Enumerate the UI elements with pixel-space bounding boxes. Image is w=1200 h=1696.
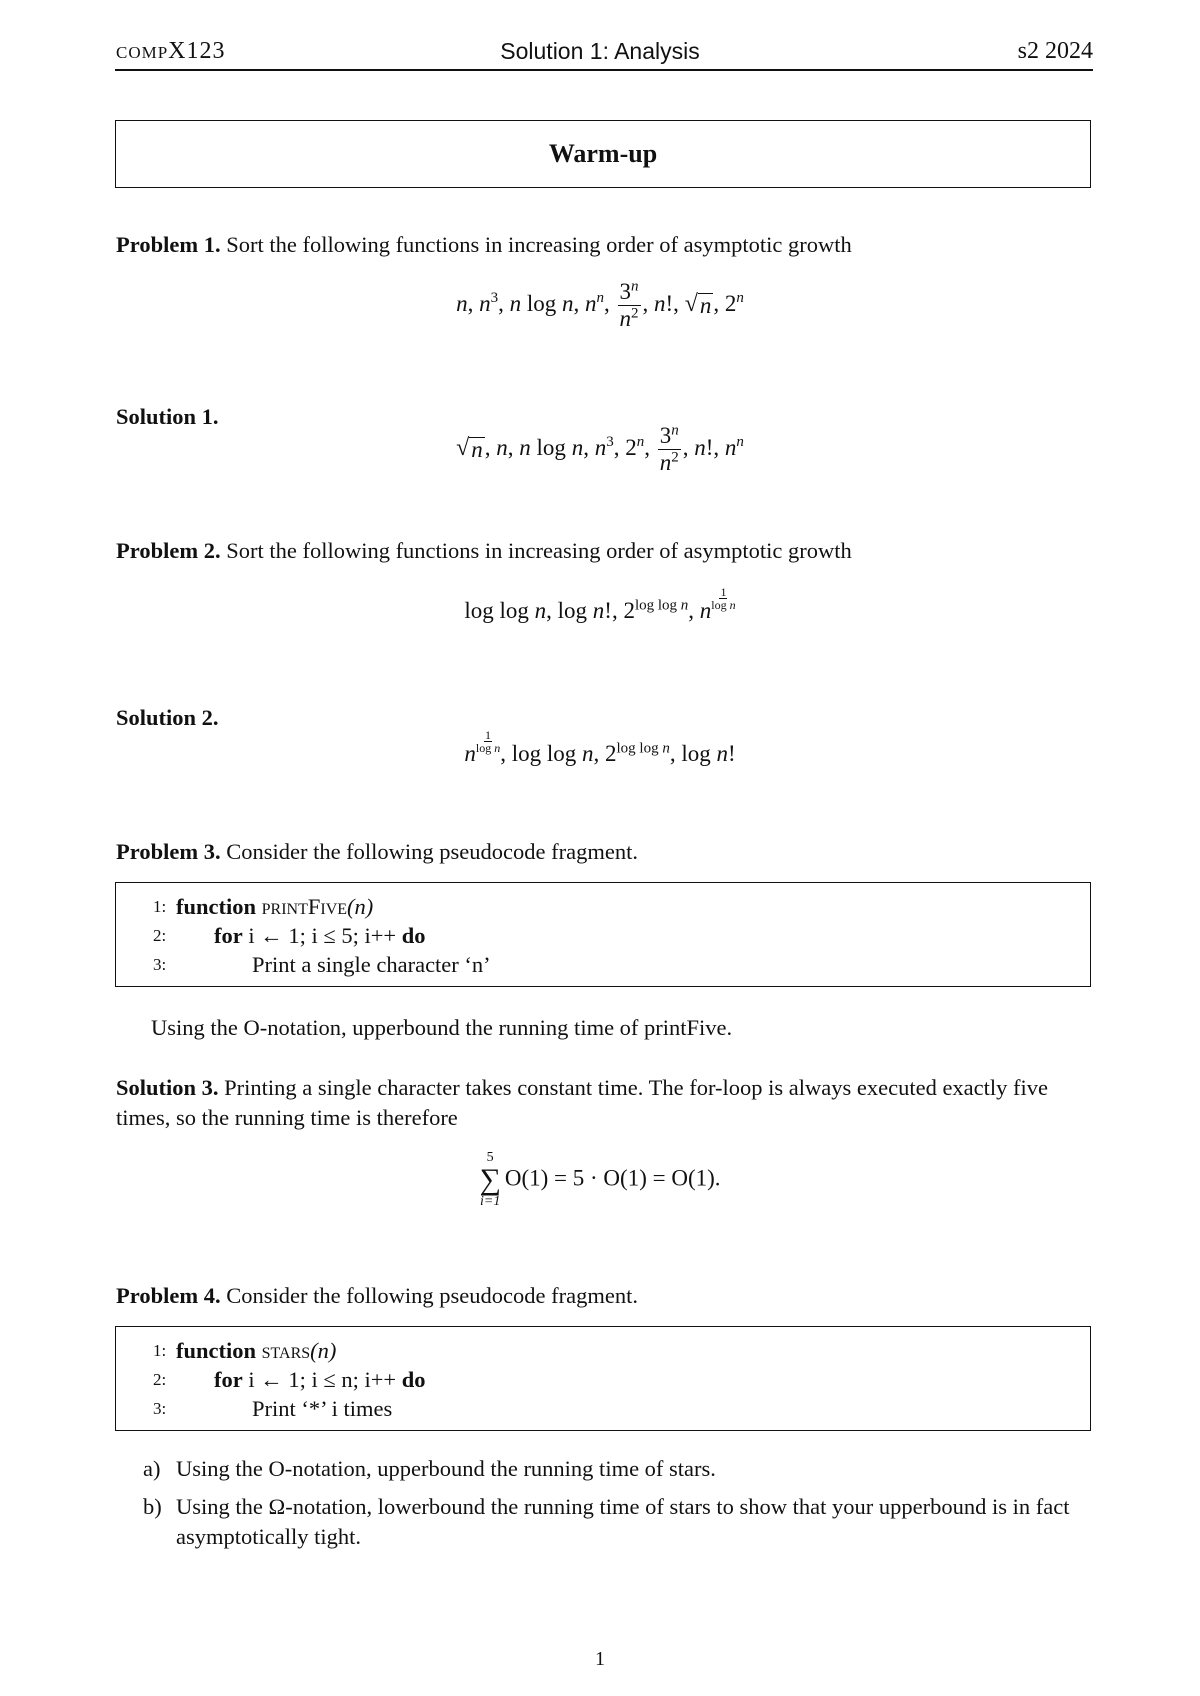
sum-body: O(1) = 5 · O(1) = O(1). — [504, 1165, 721, 1191]
section-title: Warm-up — [548, 139, 658, 168]
list-text: Using the O-notation, upperbound the running time of stars. — [176, 1456, 716, 1481]
code-content: Print ‘*’ i times — [252, 1396, 393, 1421]
solution-2 — [116, 703, 1091, 733]
code-content — [176, 1336, 336, 1365]
solution-1-label: Solution 1. — [116, 404, 219, 429]
code-keyword: for — [214, 923, 243, 948]
code-line — [116, 1394, 1090, 1423]
header-term: s2 2024 — [1017, 38, 1093, 64]
code-content — [176, 892, 373, 921]
solution-3-text: Printing a single character takes constant time. The for-loop is always executed exactly five times, so the running time is therefore — [116, 1075, 1049, 1130]
header-rule — [115, 69, 1093, 71]
problem-4 — [116, 1281, 1091, 1311]
line-number: 2: — [153, 926, 167, 945]
problem-1-label: Problem 1. — [116, 232, 221, 257]
line-number: 1: — [153, 1341, 167, 1360]
code-content — [214, 921, 425, 950]
code-keyword: do — [401, 1367, 426, 1392]
function-name: printFive — [261, 894, 348, 919]
code-keyword: function — [176, 1338, 257, 1363]
solution-3-formula — [0, 1150, 1200, 1210]
function-args: (n) — [347, 894, 374, 919]
solution-1-formula: √ n , n, n log n, $n^3$, 2$^n$, $\frac{3^n}{n^2}$ , n!, $n^n$ — [456, 422, 744, 475]
problem-2-formula: log log n, log n!, $2^{log log n}$, n $\frac{1}{\text{log n}}$ — [464, 585, 736, 623]
solution-2-formula: n $\frac{1}{\text{log n}}$ , log log n, $2^{log log n}$, log n! — [464, 728, 736, 766]
problem-3-question: Using the O-notation, upperbound the running time of printFive. — [151, 1015, 733, 1040]
problem-3-label: Problem 3. — [116, 839, 221, 864]
function-name: stars — [261, 1338, 311, 1363]
code-content: Print a single character ‘n’ — [252, 952, 491, 977]
line-number: 2: — [153, 1370, 167, 1389]
line-number: 3: — [153, 1399, 167, 1418]
header-title: Solution 1: Analysis — [500, 38, 700, 64]
problem-1-text: Sort the following functions in increasing order of asymptotic growth — [226, 232, 852, 257]
code-line — [116, 1365, 1090, 1394]
code-line — [116, 950, 1090, 979]
function-args: (n) — [310, 1338, 337, 1363]
summation: 5 ∑ i=1 — [479, 1150, 501, 1209]
problem-4-code-box — [115, 1326, 1091, 1431]
code-line — [116, 892, 1090, 921]
problem-2 — [116, 536, 1091, 566]
list-marker: a) — [143, 1456, 161, 1481]
problem-4-label: Problem 4. — [116, 1283, 221, 1308]
code-keyword: for — [214, 1367, 243, 1392]
problem-3-code-box — [115, 882, 1091, 987]
code-keyword: do — [401, 923, 426, 948]
line-number: 1: — [153, 897, 167, 916]
solution-2-label: Solution 2. — [116, 705, 219, 730]
problem-3-text: Consider the following pseudocode fragment. — [226, 839, 638, 864]
section-box — [115, 120, 1091, 188]
code-keyword: function — [176, 894, 257, 919]
code-line — [116, 921, 1090, 950]
page-number: 1 — [595, 1648, 605, 1670]
problem-1 — [116, 230, 1091, 260]
problem-2-label: Problem 2. — [116, 538, 221, 563]
problem-2-text: Sort the following functions in increasing order of asymptotic growth — [226, 538, 852, 563]
loop-condition: i ← 1; i ≤ n; i++ — [248, 1367, 397, 1392]
list-marker: b) — [143, 1494, 162, 1519]
solution-3 — [116, 1073, 1091, 1133]
list-text: Using the Ω-notation, lowerbound the running time of stars to show that your upperbound is in fact asymptotically tight. — [176, 1494, 1070, 1549]
loop-condition: i ← 1; i ≤ 5; i++ — [248, 923, 397, 948]
line-number: 3: — [153, 955, 167, 974]
problem-4-text: Consider the following pseudocode fragment. — [226, 1283, 638, 1308]
code-line — [116, 1336, 1090, 1365]
sum-upper: 5 — [486, 1150, 494, 1165]
code-content — [214, 1365, 425, 1394]
header-course: compX123 — [116, 38, 226, 64]
solution-3-label: Solution 3. — [116, 1075, 219, 1100]
problem-1-formula: n, $n^3$, n log n, $n^n$, $\frac{3^n}{n^2}$ , n!, √ n , 2$^n$ — [456, 278, 744, 331]
problem-3 — [116, 837, 1091, 867]
sum-lower: i=1 — [480, 1194, 501, 1209]
